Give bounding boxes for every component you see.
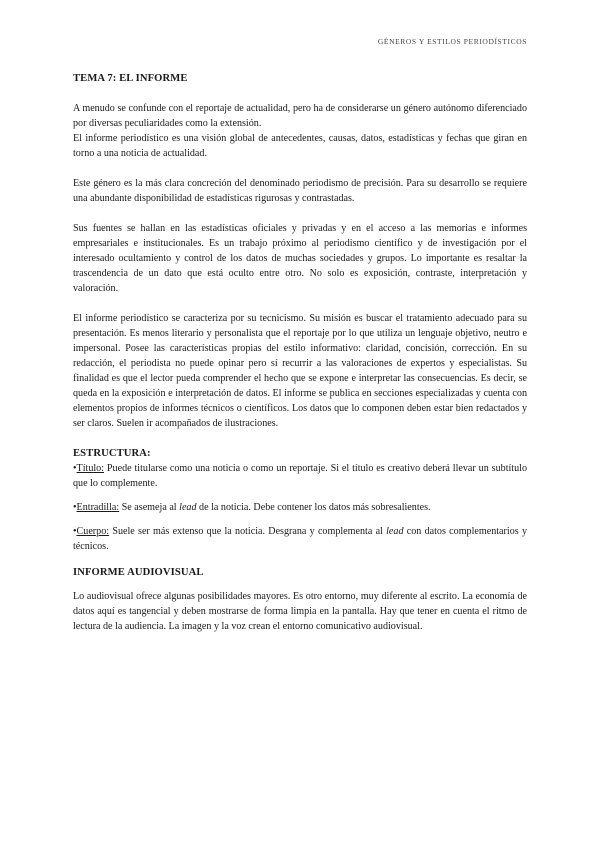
estructura-item-titulo: [73, 461, 527, 491]
entradilla-label: Entradilla:: [76, 502, 120, 513]
estructura-heading: ESTRUCTURA:: [73, 448, 151, 459]
titulo-text: Puede titularse como una noticia o como un reportaje. Si el título es creativo deberá llevar un subtítulo que lo complemente.: [73, 463, 527, 489]
intro-paragraph-1: A menudo se confunde con el reportaje de actualidad, pero ha de considerarse un género autónomo diferenciado por diversas peculiaridades como la extensión.: [73, 103, 527, 129]
entradilla-lead-term: lead: [179, 502, 197, 513]
estructura-item-cuerpo: [73, 524, 527, 554]
audiovisual-paragraph: Lo audiovisual ofrece algunas posibilidades mayores. Es otro entorno, muy diferente al escrito. La economía de datos aquí es tangencial y deben mostrarse de forma limpia en la pantalla. Hay que tener en cuenta el ritmo de lectura de la audiencia. La imagen y la voz crean el entorno comunicativo audiovisual.: [73, 591, 527, 632]
cuerpo-text-pre: Suele ser más extenso que la noticia. Desgrana y complementa al: [109, 526, 387, 537]
cuerpo-text-post: con datos complementarios y técnicos.: [73, 526, 527, 552]
page-title: TEMA 7: EL INFORME: [73, 73, 188, 84]
tecnicismo-paragraph: El informe periodístico se caracteriza por su tecnicismo. Su misión es buscar el tratamiento adecuado para su presentación. Es menos literario y personalista que el reportaje por lo que utiliza un lenguaje objetivo, neutro e impersonal. Posee las características propias del estilo informativo: claridad, concisión, corrección. En su redacción, el periodista no puede opinar pero sí recurrir a las valoraciones de expertos y especialistas. Su finalidad es que el lector pueda comprender el hecho que se expone e interpretar las consecuencias. Es decir, se queda en la exposición e interpretación de datos. El informe se publica en secciones especializadas y cuenta con elementos propios de informes técnicos o científicos. Los datos que lo componen deben estar bien redactados y ser claros. Suelen ir acompañados de ilustraciones.: [73, 313, 527, 429]
entradilla-text-post: de la noticia. Debe contener los datos más sobresalientes.: [196, 502, 431, 513]
titulo-label: Título:: [76, 463, 105, 474]
cuerpo-lead-term: lead: [386, 526, 404, 537]
bullet: •: [73, 502, 77, 513]
running-header: GÉNEROS Y ESTILOS PERIODÍSTICOS: [377, 37, 527, 46]
precision-paragraph: Este género es la más clara concreción del denominado periodismo de precisión. Para su desarrollo se requiere una abundante disponibilidad de estadísticas rigurosas y contrastadas.: [73, 178, 527, 204]
bullet: •: [73, 526, 77, 537]
estructura-item-entradilla: [73, 500, 527, 515]
sources-paragraph: Sus fuentes se hallan en las estadísticas oficiales y privadas y en el acceso a las memorias e informes empresariales e institucionales. Es un trabajo próximo al periodismo científico y de investigación por el interesado ocultamiento y control de los datos de muchas sociedades y grupos. Lo importante es resaltar la trascendencia de un dato que está oculto entre otro. No solo es exposición, contraste, interpretación y valoración.: [73, 223, 527, 294]
audiovisual-heading: INFORME AUDIOVISUAL: [73, 567, 204, 578]
intro-paragraph-2: El informe periodístico es una visión global de antecedentes, causas, datos, estadísticas y fechas que giran en torno a una noticia de actualidad.: [73, 133, 527, 159]
cuerpo-label: Cuerpo:: [76, 526, 110, 537]
document-body: [73, 71, 527, 634]
entradilla-text-pre: Se asemeja al: [119, 502, 180, 513]
bullet: •: [73, 463, 77, 474]
